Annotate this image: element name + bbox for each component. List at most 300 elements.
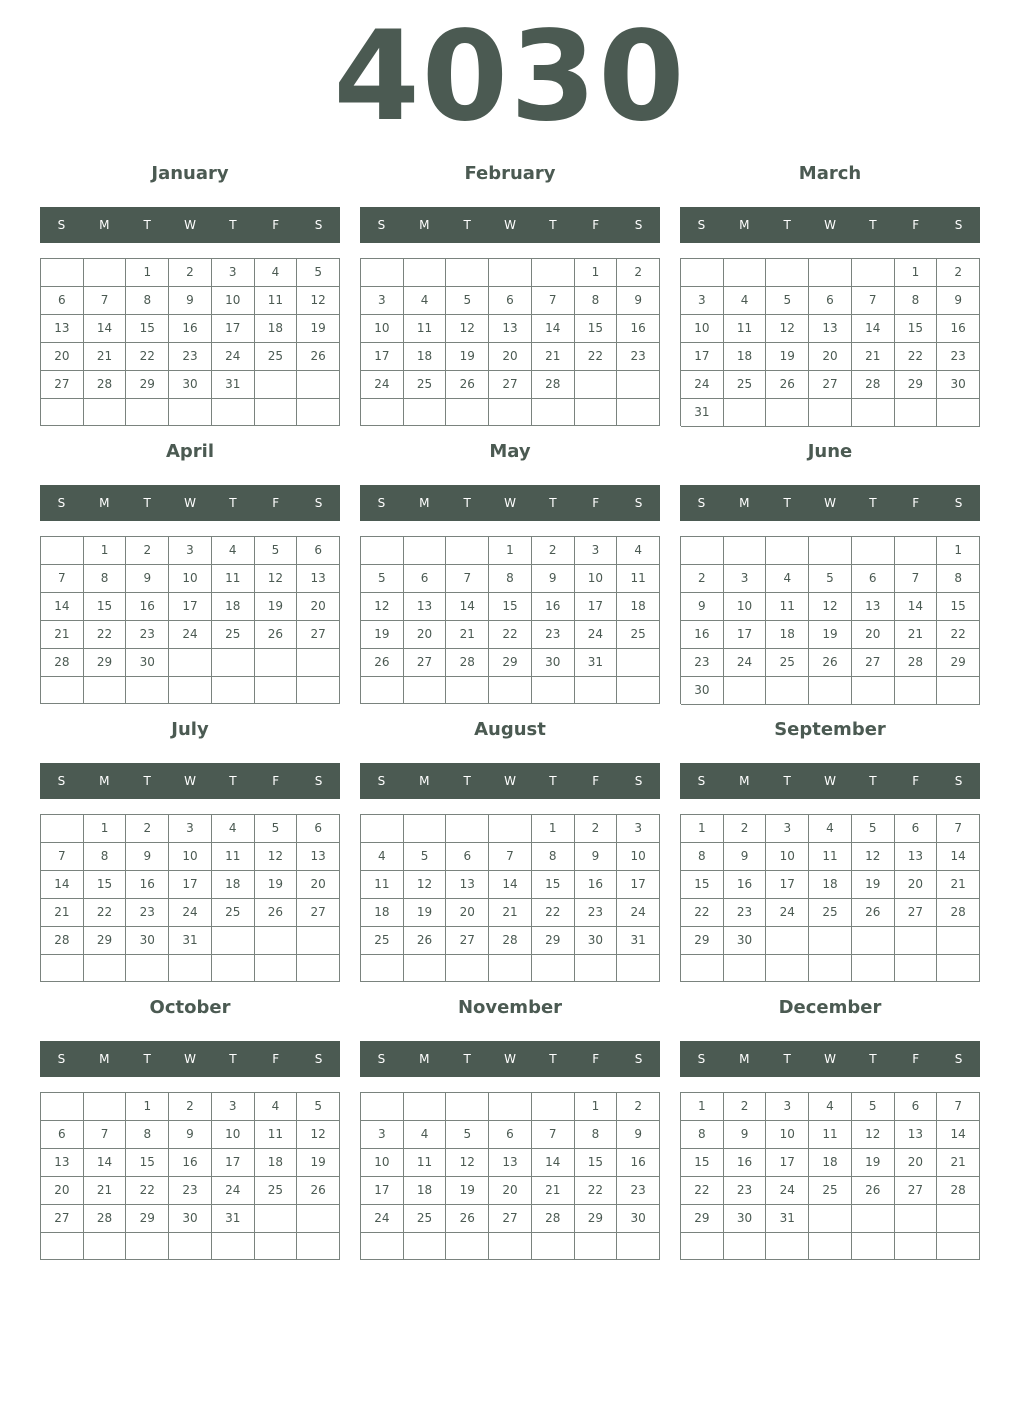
day-cell: 1 — [575, 1093, 618, 1121]
day-cell — [41, 815, 84, 843]
weekday-label: T — [229, 774, 237, 788]
day-cell: 29 — [126, 371, 169, 399]
weekday-label: T — [549, 774, 557, 788]
weekday-header — [360, 763, 660, 799]
day-cell — [126, 677, 169, 704]
day-cell: 17 — [169, 593, 212, 621]
day-cell: 16 — [617, 1149, 660, 1177]
day-cell: 4 — [255, 1093, 298, 1121]
weekday-label: T — [869, 774, 877, 788]
day-cell: 30 — [126, 649, 169, 677]
day-cell — [575, 371, 618, 399]
day-cell — [169, 649, 212, 677]
day-cell — [41, 677, 84, 704]
weekday-label: T — [143, 774, 151, 788]
days-grid — [40, 1092, 340, 1260]
day-cell: 5 — [766, 287, 809, 315]
day-cell: 9 — [724, 1121, 767, 1149]
day-cell: 6 — [446, 843, 489, 871]
day-cell: 14 — [489, 871, 532, 899]
day-cell: 2 — [532, 537, 575, 565]
day-cell: 21 — [532, 1177, 575, 1205]
day-cell: 11 — [212, 843, 255, 871]
weekday-label: M — [99, 218, 110, 232]
day-cell: 1 — [575, 259, 618, 287]
day-cell: 17 — [212, 1149, 255, 1177]
day-cell: 14 — [41, 593, 84, 621]
day-cell: 9 — [617, 1121, 660, 1149]
day-cell: 2 — [937, 259, 980, 287]
day-cell — [575, 399, 618, 426]
day-cell: 28 — [895, 649, 938, 677]
day-cell: 24 — [766, 1177, 809, 1205]
day-cell: 25 — [766, 649, 809, 677]
day-cell — [852, 399, 895, 427]
weekday-label: S — [954, 496, 963, 510]
day-cell — [84, 955, 127, 982]
day-cell: 13 — [41, 315, 84, 343]
day-cell: 3 — [766, 1093, 809, 1121]
day-cell: 21 — [41, 899, 84, 927]
day-cell: 17 — [724, 621, 767, 649]
day-cell: 18 — [766, 621, 809, 649]
day-cell: 17 — [212, 315, 255, 343]
day-cell: 25 — [361, 927, 404, 955]
day-cell: 8 — [937, 565, 980, 593]
day-cell — [212, 955, 255, 982]
day-cell — [724, 537, 767, 565]
day-cell — [681, 259, 724, 287]
day-cell: 23 — [169, 343, 212, 371]
day-cell: 4 — [766, 565, 809, 593]
day-cell — [41, 1233, 84, 1260]
day-cell: 15 — [895, 315, 938, 343]
weekday-label: T — [143, 218, 151, 232]
month-title: October — [149, 997, 231, 1018]
day-cell — [297, 955, 340, 982]
day-cell — [681, 1233, 724, 1260]
weekday-label: M — [99, 1052, 110, 1066]
day-cell: 4 — [255, 259, 298, 287]
weekday-label: S — [377, 1052, 386, 1066]
day-cell: 11 — [255, 1121, 298, 1149]
day-cell — [446, 537, 489, 565]
day-cell: 18 — [809, 871, 852, 899]
weekday-label: F — [912, 1052, 920, 1066]
day-cell — [169, 677, 212, 704]
day-cell: 30 — [617, 1205, 660, 1233]
day-cell — [489, 259, 532, 287]
weekday-label: T — [549, 218, 557, 232]
weekday-label: T — [463, 218, 471, 232]
day-cell: 10 — [766, 843, 809, 871]
day-cell — [297, 677, 340, 704]
day-cell: 6 — [297, 815, 340, 843]
day-cell: 30 — [724, 1205, 767, 1233]
month-title: February — [464, 163, 556, 184]
weekday-header — [40, 763, 340, 799]
day-cell: 12 — [297, 1121, 340, 1149]
day-cell: 26 — [766, 371, 809, 399]
day-cell — [446, 399, 489, 426]
day-cell — [489, 815, 532, 843]
day-cell: 2 — [575, 815, 618, 843]
days-grid — [40, 258, 340, 426]
day-cell: 10 — [169, 843, 212, 871]
day-cell: 30 — [724, 927, 767, 955]
day-cell: 21 — [937, 1149, 980, 1177]
day-cell — [724, 955, 767, 982]
day-cell: 11 — [255, 287, 298, 315]
day-cell: 11 — [361, 871, 404, 899]
day-cell: 9 — [532, 565, 575, 593]
day-cell — [212, 399, 255, 426]
day-cell — [404, 537, 447, 565]
weekday-label: T — [143, 496, 151, 510]
day-cell: 18 — [361, 899, 404, 927]
day-cell — [532, 1233, 575, 1260]
day-cell — [809, 537, 852, 565]
day-cell: 1 — [84, 537, 127, 565]
days-grid — [680, 258, 980, 426]
day-cell — [169, 399, 212, 426]
day-cell: 19 — [852, 1149, 895, 1177]
day-cell — [446, 1233, 489, 1260]
day-cell — [809, 1205, 852, 1233]
day-cell: 9 — [126, 565, 169, 593]
day-cell — [895, 1233, 938, 1260]
day-cell: 24 — [575, 621, 618, 649]
day-cell — [617, 677, 660, 704]
day-cell: 1 — [126, 259, 169, 287]
day-cell: 8 — [532, 843, 575, 871]
day-cell — [937, 1233, 980, 1260]
day-cell: 14 — [895, 593, 938, 621]
day-cell: 3 — [169, 537, 212, 565]
day-cell: 7 — [84, 287, 127, 315]
day-cell — [361, 677, 404, 704]
day-cell: 12 — [361, 593, 404, 621]
day-cell: 28 — [852, 371, 895, 399]
day-cell: 16 — [724, 1149, 767, 1177]
day-cell: 29 — [575, 1205, 618, 1233]
day-cell: 29 — [681, 1205, 724, 1233]
weekday-label: S — [954, 218, 963, 232]
day-cell: 6 — [297, 537, 340, 565]
day-cell — [532, 677, 575, 704]
day-cell: 20 — [489, 1177, 532, 1205]
day-cell: 26 — [852, 899, 895, 927]
day-cell — [212, 927, 255, 955]
day-cell: 25 — [617, 621, 660, 649]
day-cell: 21 — [84, 1177, 127, 1205]
day-cell: 19 — [766, 343, 809, 371]
day-cell: 16 — [532, 593, 575, 621]
day-cell — [681, 537, 724, 565]
day-cell: 23 — [575, 899, 618, 927]
day-cell: 22 — [681, 1177, 724, 1205]
weekday-label: S — [634, 1052, 643, 1066]
day-cell — [809, 927, 852, 955]
month-title: June — [807, 441, 853, 462]
day-cell — [297, 1205, 340, 1233]
day-cell: 7 — [532, 287, 575, 315]
day-cell — [895, 537, 938, 565]
day-cell: 1 — [84, 815, 127, 843]
day-cell: 19 — [297, 1149, 340, 1177]
day-cell: 13 — [895, 843, 938, 871]
year-title: 4030 — [333, 5, 687, 149]
day-cell: 13 — [41, 1149, 84, 1177]
day-cell: 22 — [126, 343, 169, 371]
day-cell: 13 — [489, 315, 532, 343]
day-cell — [724, 399, 767, 427]
weekday-label: F — [592, 496, 600, 510]
day-cell: 21 — [41, 621, 84, 649]
day-cell: 3 — [212, 259, 255, 287]
day-cell: 3 — [766, 815, 809, 843]
day-cell: 11 — [617, 565, 660, 593]
day-cell: 1 — [681, 1093, 724, 1121]
day-cell: 9 — [617, 287, 660, 315]
day-cell: 22 — [575, 343, 618, 371]
weekday-header — [680, 207, 980, 243]
day-cell: 9 — [937, 287, 980, 315]
weekday-label: F — [912, 218, 920, 232]
weekday-label: M — [99, 774, 110, 788]
weekday-label: M — [739, 496, 750, 510]
day-cell: 2 — [724, 815, 767, 843]
day-cell: 25 — [404, 1205, 447, 1233]
day-cell: 8 — [489, 565, 532, 593]
weekday-label: M — [739, 774, 750, 788]
day-cell: 21 — [532, 343, 575, 371]
weekday-label: S — [954, 1052, 963, 1066]
day-cell — [532, 399, 575, 426]
day-cell: 21 — [446, 621, 489, 649]
day-cell — [404, 677, 447, 704]
day-cell: 25 — [212, 621, 255, 649]
weekday-label: S — [314, 496, 323, 510]
day-cell — [255, 371, 298, 399]
day-cell — [489, 677, 532, 704]
day-cell — [297, 399, 340, 426]
day-cell — [575, 677, 618, 704]
day-cell — [255, 649, 298, 677]
day-cell: 28 — [937, 899, 980, 927]
day-cell: 15 — [532, 871, 575, 899]
weekday-label: S — [314, 774, 323, 788]
day-cell: 29 — [532, 927, 575, 955]
day-cell: 25 — [809, 1177, 852, 1205]
day-cell — [404, 259, 447, 287]
day-cell: 28 — [446, 649, 489, 677]
day-cell: 24 — [169, 621, 212, 649]
day-cell: 19 — [446, 343, 489, 371]
day-cell: 24 — [724, 649, 767, 677]
weekday-label: S — [634, 496, 643, 510]
day-cell: 19 — [809, 621, 852, 649]
month-title: December — [778, 997, 882, 1018]
day-cell: 15 — [575, 1149, 618, 1177]
weekday-label: S — [377, 774, 386, 788]
day-cell: 25 — [255, 343, 298, 371]
day-cell: 2 — [724, 1093, 767, 1121]
day-cell — [724, 1233, 767, 1260]
day-cell: 31 — [575, 649, 618, 677]
day-cell — [446, 677, 489, 704]
day-cell: 23 — [617, 343, 660, 371]
day-cell: 12 — [852, 1121, 895, 1149]
weekday-label: S — [634, 774, 643, 788]
day-cell: 27 — [297, 621, 340, 649]
day-cell: 16 — [169, 315, 212, 343]
day-cell: 19 — [297, 315, 340, 343]
day-cell — [937, 1205, 980, 1233]
day-cell: 26 — [809, 649, 852, 677]
day-cell: 20 — [809, 343, 852, 371]
day-cell: 6 — [41, 1121, 84, 1149]
day-cell — [937, 399, 980, 427]
day-cell: 18 — [724, 343, 767, 371]
weekday-label: S — [697, 496, 706, 510]
day-cell — [766, 677, 809, 705]
day-cell — [852, 955, 895, 982]
day-cell: 26 — [361, 649, 404, 677]
day-cell: 26 — [446, 371, 489, 399]
day-cell: 18 — [404, 343, 447, 371]
day-cell: 10 — [361, 315, 404, 343]
day-cell: 25 — [212, 899, 255, 927]
day-cell: 6 — [895, 1093, 938, 1121]
day-cell: 20 — [41, 343, 84, 371]
day-cell — [489, 1233, 532, 1260]
day-cell — [41, 537, 84, 565]
weekday-label: T — [783, 1052, 791, 1066]
day-cell: 14 — [937, 843, 980, 871]
weekday-label: F — [912, 496, 920, 510]
day-cell: 6 — [852, 565, 895, 593]
weekday-label: W — [184, 1052, 196, 1066]
weekday-label: F — [272, 774, 280, 788]
day-cell — [255, 1233, 298, 1260]
weekday-header — [40, 1041, 340, 1077]
month-title: April — [165, 441, 215, 462]
day-cell: 10 — [724, 593, 767, 621]
day-cell: 8 — [575, 1121, 618, 1149]
day-cell: 22 — [84, 899, 127, 927]
weekday-label: T — [229, 1052, 237, 1066]
day-cell: 22 — [937, 621, 980, 649]
day-cell — [404, 955, 447, 982]
day-cell: 3 — [212, 1093, 255, 1121]
day-cell: 4 — [809, 815, 852, 843]
day-cell — [766, 955, 809, 982]
day-cell: 20 — [41, 1177, 84, 1205]
weekday-label: W — [184, 774, 196, 788]
day-cell: 27 — [895, 899, 938, 927]
day-cell: 24 — [212, 1177, 255, 1205]
day-cell — [84, 259, 127, 287]
day-cell: 17 — [766, 1149, 809, 1177]
day-cell: 13 — [297, 843, 340, 871]
day-cell — [575, 955, 618, 982]
weekday-label: W — [504, 774, 516, 788]
weekday-label: F — [912, 774, 920, 788]
day-cell: 9 — [126, 843, 169, 871]
day-cell: 30 — [169, 371, 212, 399]
day-cell: 20 — [297, 871, 340, 899]
weekday-label: F — [272, 218, 280, 232]
day-cell: 10 — [169, 565, 212, 593]
day-cell: 6 — [489, 287, 532, 315]
day-cell: 5 — [404, 843, 447, 871]
day-cell: 29 — [937, 649, 980, 677]
weekday-label: W — [824, 774, 836, 788]
day-cell: 4 — [724, 287, 767, 315]
day-cell — [126, 399, 169, 426]
day-cell: 5 — [446, 287, 489, 315]
day-cell — [84, 399, 127, 426]
weekday-label: M — [419, 1052, 430, 1066]
month-title: July — [171, 719, 209, 740]
day-cell — [489, 399, 532, 426]
day-cell: 30 — [126, 927, 169, 955]
day-cell: 6 — [895, 815, 938, 843]
day-cell — [255, 927, 298, 955]
day-cell: 12 — [255, 843, 298, 871]
weekday-label: S — [57, 774, 66, 788]
day-cell: 6 — [489, 1121, 532, 1149]
day-cell — [41, 399, 84, 426]
day-cell: 5 — [361, 565, 404, 593]
day-cell: 3 — [361, 287, 404, 315]
day-cell — [852, 677, 895, 705]
day-cell: 13 — [446, 871, 489, 899]
day-cell — [937, 677, 980, 705]
day-cell: 11 — [404, 1149, 447, 1177]
day-cell: 1 — [532, 815, 575, 843]
day-cell — [255, 955, 298, 982]
day-cell: 19 — [446, 1177, 489, 1205]
day-cell: 23 — [617, 1177, 660, 1205]
day-cell: 23 — [169, 1177, 212, 1205]
days-grid — [680, 1092, 980, 1260]
day-cell — [297, 649, 340, 677]
day-cell — [766, 1233, 809, 1260]
day-cell: 4 — [617, 537, 660, 565]
day-cell: 11 — [404, 315, 447, 343]
day-cell — [404, 815, 447, 843]
day-cell: 31 — [212, 371, 255, 399]
day-cell: 31 — [212, 1205, 255, 1233]
weekday-label: M — [739, 1052, 750, 1066]
day-cell — [41, 1093, 84, 1121]
day-cell: 27 — [895, 1177, 938, 1205]
day-cell — [255, 399, 298, 426]
day-cell: 17 — [681, 343, 724, 371]
day-cell: 15 — [84, 871, 127, 899]
day-cell — [895, 927, 938, 955]
day-cell — [681, 955, 724, 982]
weekday-header — [360, 1041, 660, 1077]
day-cell: 23 — [937, 343, 980, 371]
day-cell: 31 — [169, 927, 212, 955]
day-cell: 12 — [446, 315, 489, 343]
day-cell: 22 — [895, 343, 938, 371]
day-cell: 14 — [532, 1149, 575, 1177]
day-cell: 26 — [297, 343, 340, 371]
